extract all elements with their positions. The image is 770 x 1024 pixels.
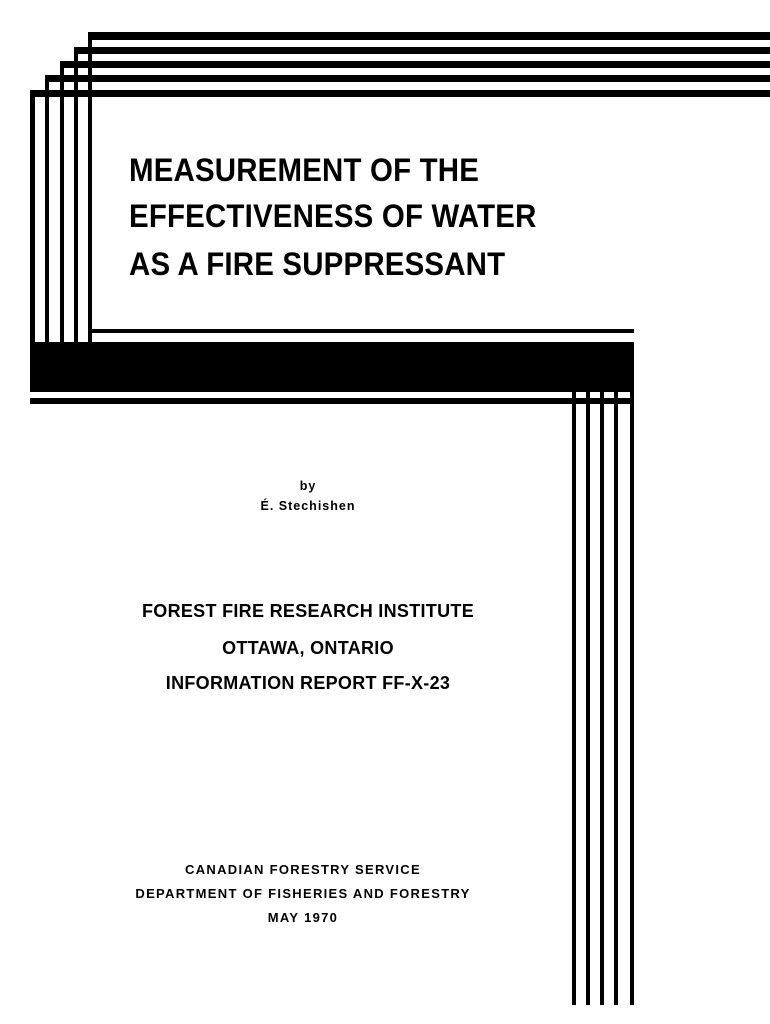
right-stripe: [586, 392, 590, 1005]
right-stripe: [572, 392, 576, 1005]
top-stripe: [74, 47, 770, 54]
agency-service: CANADIAN FORESTRY SERVICE: [185, 862, 421, 877]
publication-date: MAY 1970: [267, 910, 339, 925]
top-stripe: [88, 32, 770, 40]
agency-department: DEPARTMENT OF FISHERIES AND FORESTRY: [135, 886, 471, 901]
band-thin-bottom: [30, 398, 634, 404]
right-stripe: [614, 392, 618, 1005]
title-line-1: MEASUREMENT OF THE: [129, 152, 480, 188]
left-stripe: [30, 90, 35, 342]
right-stripe: [630, 392, 634, 1005]
title-line-3: AS A FIRE SUPPRESSANT: [129, 246, 506, 282]
left-stripe: [88, 32, 92, 342]
right-stripe: [600, 392, 604, 1005]
author-name: É. Stechishen: [260, 499, 356, 513]
band-thick: [30, 342, 634, 392]
top-stripe: [45, 75, 770, 82]
band-thin-top: [90, 329, 634, 333]
left-stripe: [45, 75, 49, 342]
institute-name: FOREST FIRE RESEARCH INSTITUTE: [141, 601, 474, 621]
top-stripe: [30, 90, 770, 97]
by-label: by: [299, 479, 317, 493]
left-stripe: [60, 61, 64, 342]
institute-location: OTTAWA, ONTARIO: [222, 638, 394, 658]
top-stripe: [60, 61, 770, 68]
left-stripe: [74, 47, 78, 342]
report-number: INFORMATION REPORT FF-X-23: [165, 673, 451, 693]
title-line-2: EFFECTIVENESS OF WATER: [129, 198, 537, 234]
